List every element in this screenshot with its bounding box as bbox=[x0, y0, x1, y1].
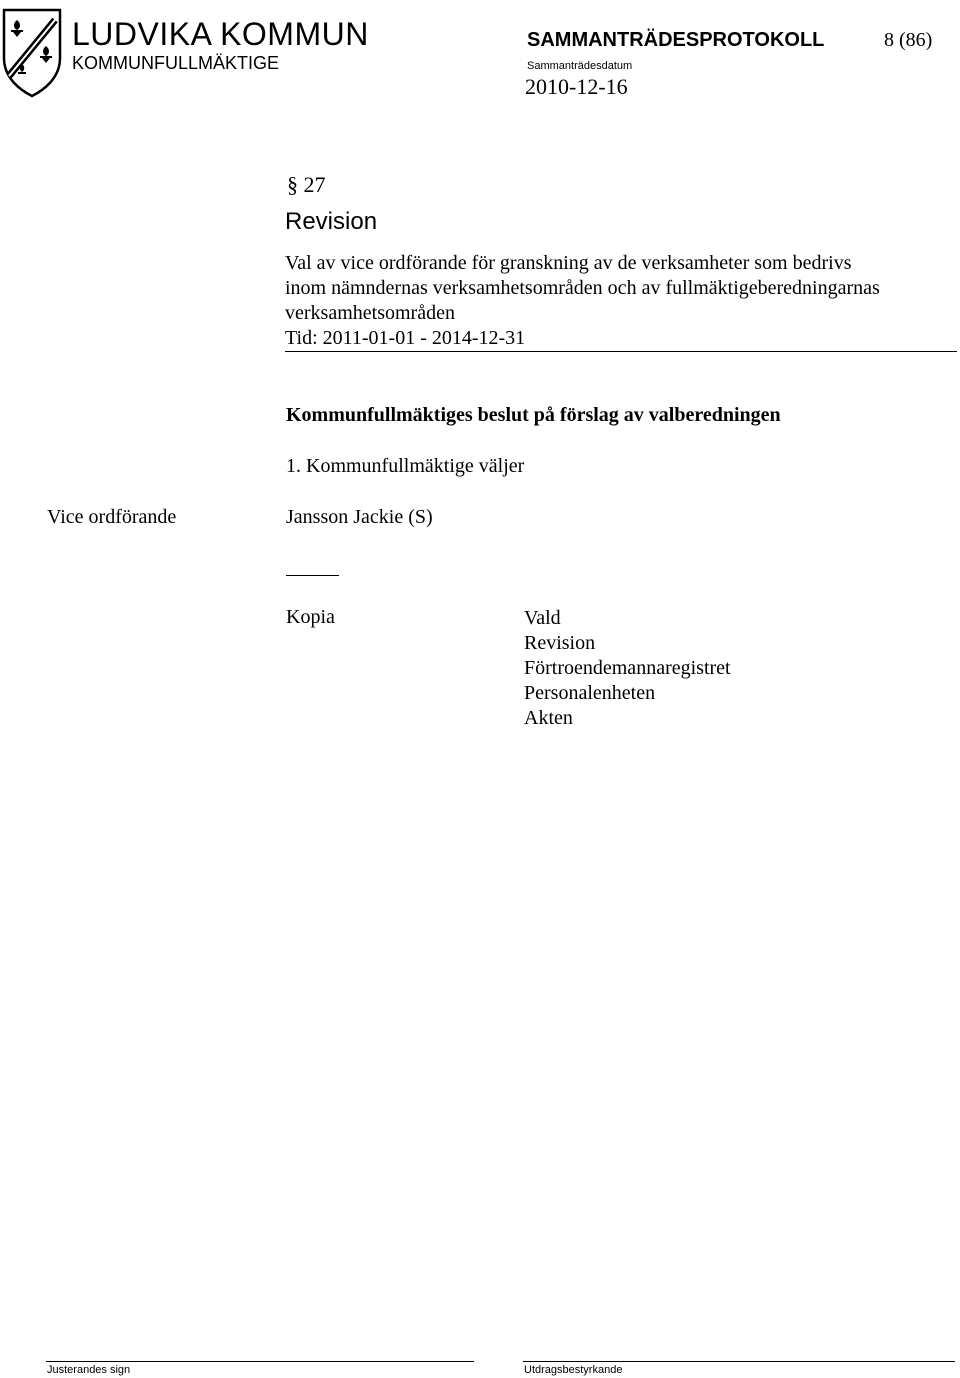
copies-recipient-list bbox=[524, 606, 731, 731]
copy-recipient: Akten bbox=[524, 707, 573, 729]
document-type: SAMMANTRÄDESPROTOKOLL bbox=[527, 29, 825, 51]
section-divider bbox=[285, 351, 957, 352]
page-number: 8 (86) bbox=[884, 29, 933, 51]
description-line: verksamhetsområden bbox=[285, 302, 455, 324]
paragraph-number: § 27 bbox=[287, 172, 326, 197]
organization-unit: KOMMUNFULLMÄKTIGE bbox=[72, 53, 280, 73]
term-period: Tid: 2011-01-01 - 2014-12-31 bbox=[285, 327, 526, 349]
footer-divider-right bbox=[523, 1361, 955, 1362]
copies-label: Kopia bbox=[286, 606, 335, 628]
decision-item: 1. Kommunfullmäktige väljer bbox=[286, 455, 525, 477]
footer-signature-label: Justerandes sign bbox=[47, 1364, 131, 1376]
organization-name: LUDVIKA KOMMUN bbox=[72, 16, 369, 52]
description-line: Val av vice ordförande för granskning av de verksamheter som bedrivs bbox=[285, 252, 852, 274]
description-line: inom nämndernas verksamhetsområden och av fullmäktigeberedningarnas bbox=[285, 277, 880, 299]
footer-certification-label: Utdragsbestyrkande bbox=[524, 1364, 623, 1376]
municipal-coat-of-arms-icon bbox=[0, 6, 64, 98]
decision-heading: Kommunfullmäktiges beslut på förslag av valberedningen bbox=[286, 404, 781, 426]
copy-recipient: Personalenheten bbox=[524, 682, 656, 704]
copy-recipient: Förtroendemannaregistret bbox=[524, 657, 731, 679]
footer-divider-left bbox=[46, 1361, 474, 1362]
section-title: Revision bbox=[285, 208, 378, 235]
date-label: Sammanträdesdatum bbox=[527, 60, 633, 72]
role-label: Vice ordförande bbox=[47, 506, 177, 528]
short-divider bbox=[286, 575, 339, 576]
copy-recipient: Revision bbox=[524, 632, 596, 654]
elected-person: Jansson Jackie (S) bbox=[286, 506, 433, 528]
copy-recipient: Vald bbox=[524, 607, 561, 629]
meeting-date: 2010-12-16 bbox=[525, 74, 628, 99]
